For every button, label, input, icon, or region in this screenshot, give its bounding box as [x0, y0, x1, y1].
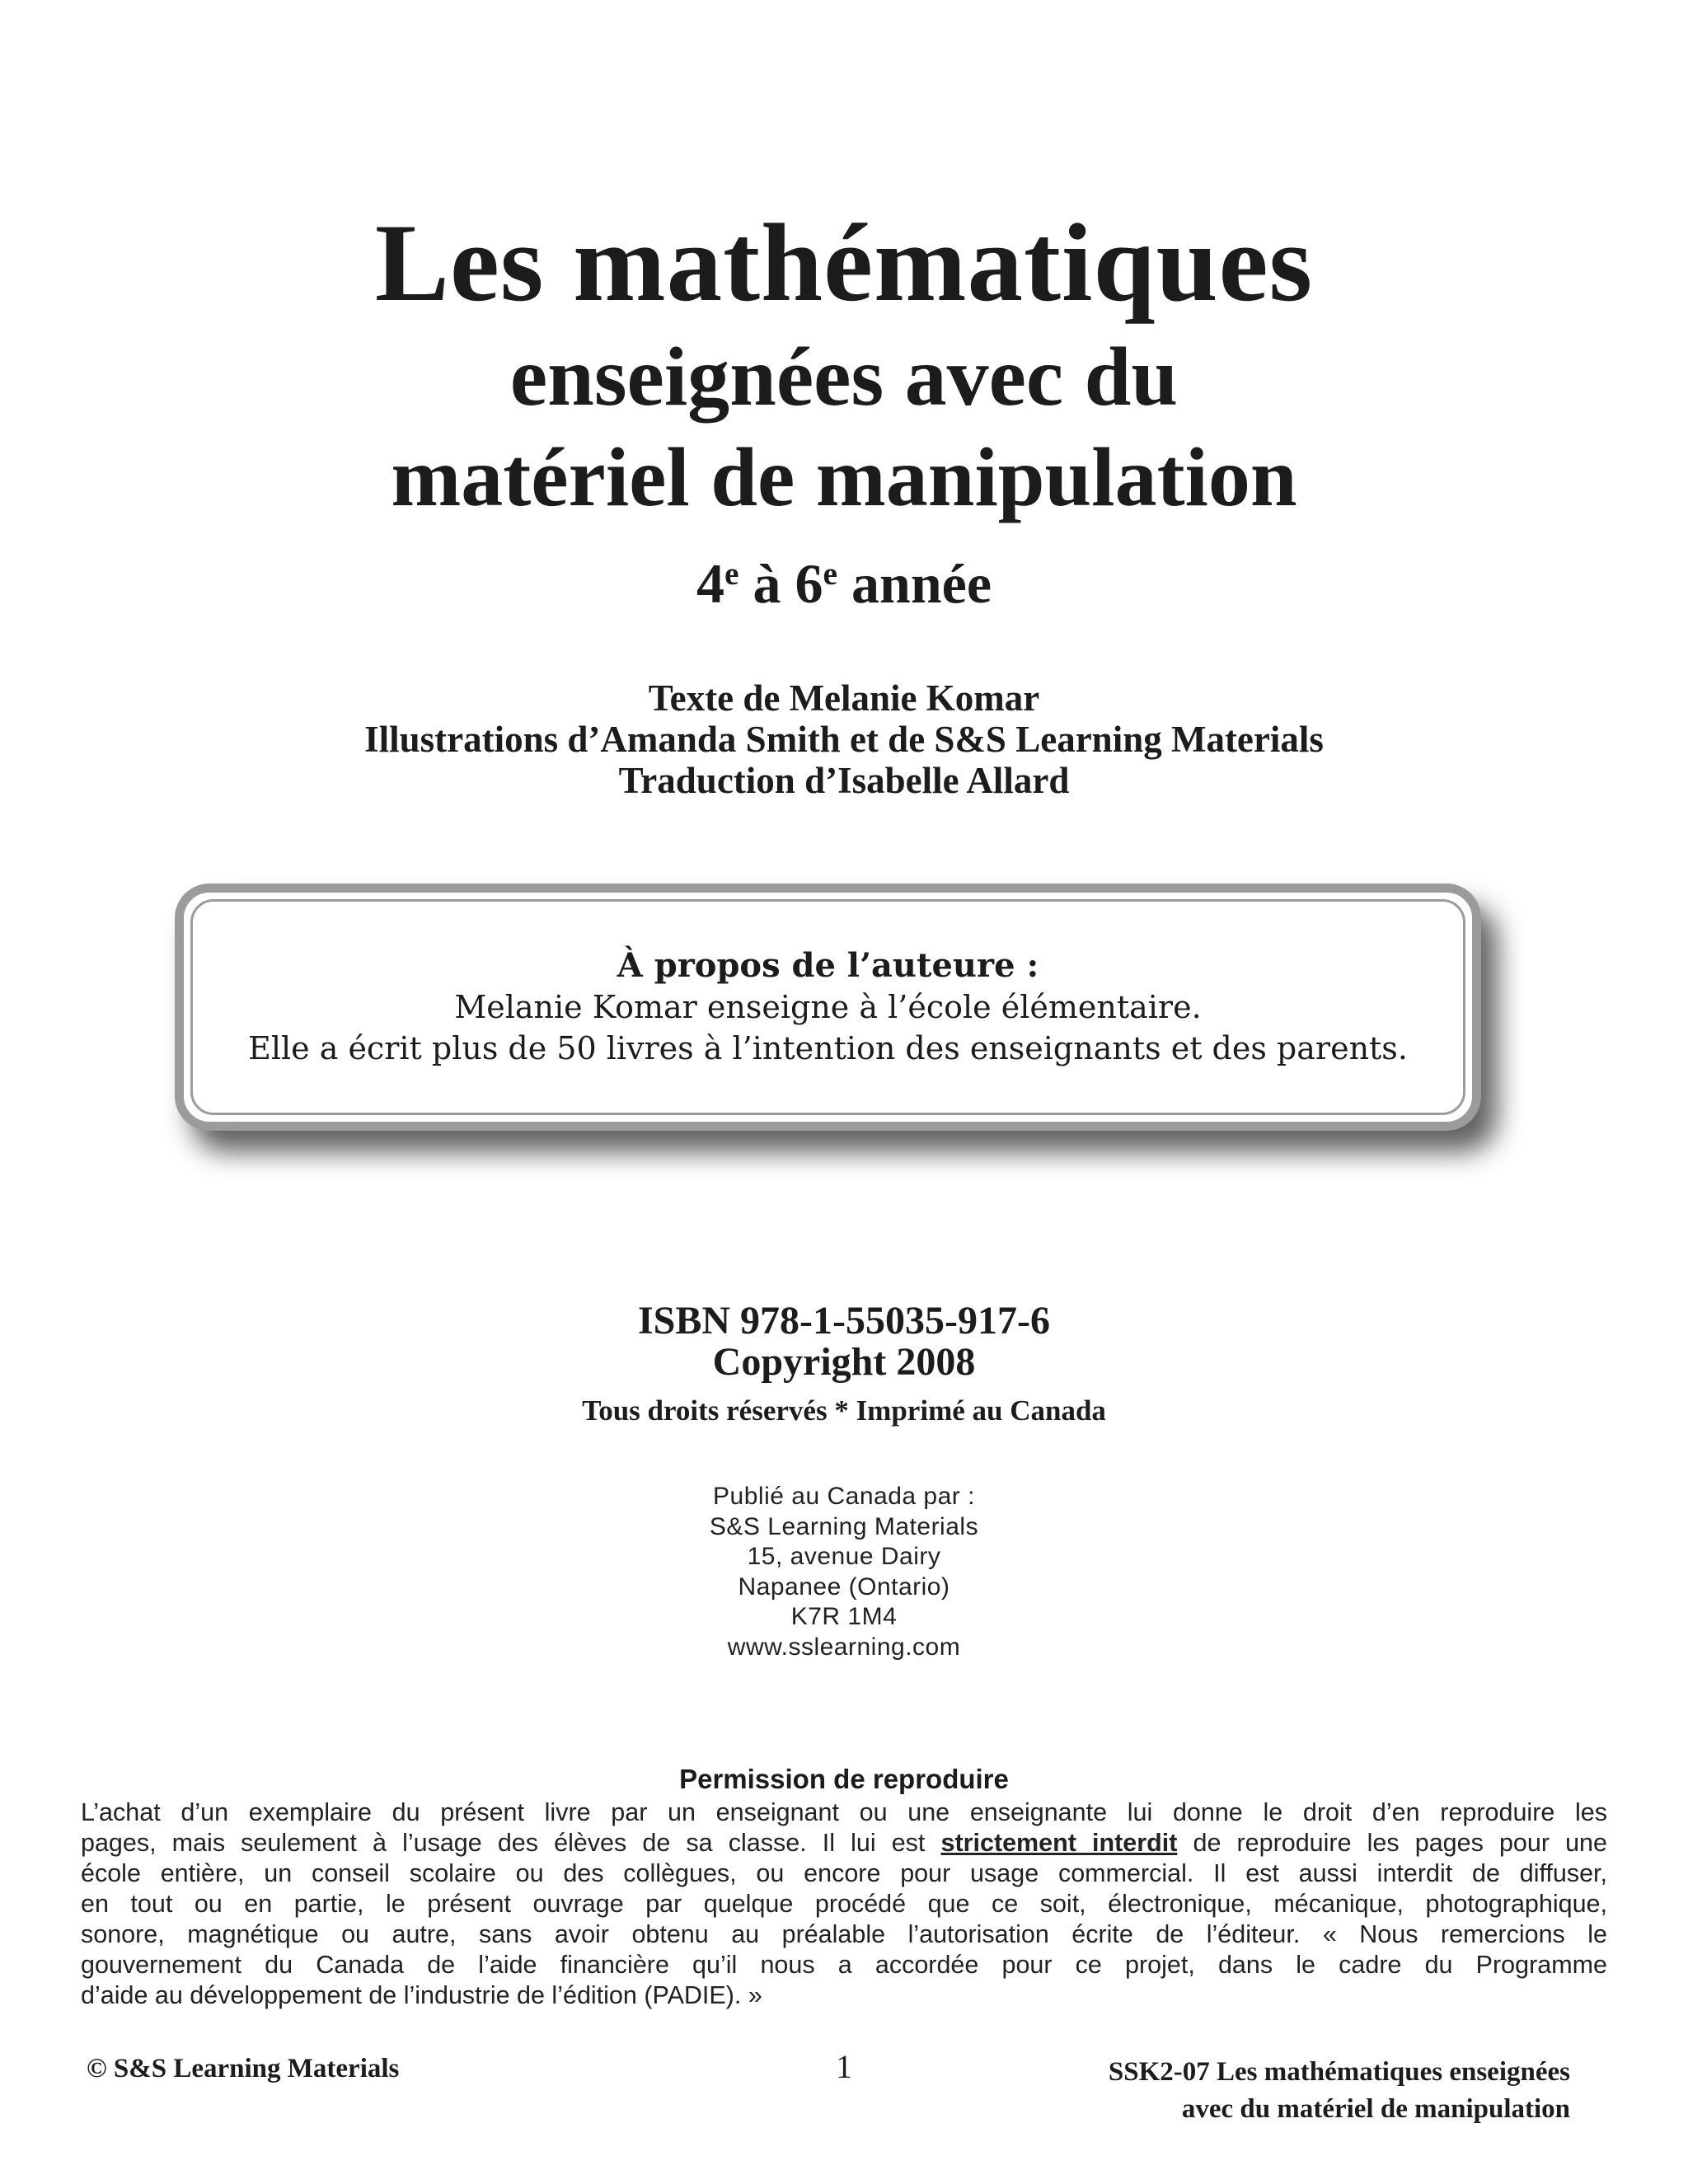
grade-superscript: e — [823, 555, 837, 593]
footer-book-code — [1109, 2054, 1570, 2128]
about-author-line: Elle a écrit plus de 50 livres à l’intention des enseignants et des parents. — [248, 1030, 1408, 1066]
permission-heading: Permission de reproduire — [679, 1764, 1009, 1794]
rights-notice: Tous droits réservés * Imprimé au Canada — [582, 1394, 1106, 1427]
about-author-line: Melanie Komar enseigne à l’école élémentaire. — [454, 989, 1202, 1025]
permission-line2-pre: pages, mais seulement à l’usage des élèves de sa classe. Il lui est — [81, 1829, 941, 1857]
publisher-line: Publié au Canada par : — [713, 1483, 975, 1510]
permission-line: école entière, un conseil scolaire ou des collègues, ou encore pour usage commercial. Il est aussi interdit de diffuser, — [81, 1859, 1607, 1887]
publisher-street: 15, avenue Dairy — [747, 1543, 941, 1570]
grade-part: à 6 — [738, 552, 823, 615]
grade-superscript: e — [724, 555, 739, 593]
about-author-box-inner — [190, 899, 1465, 1115]
permission-paragraph — [81, 1797, 1607, 2011]
permission-line-last: d’aide au développement de l’industrie de l’édition (PADIE). » — [81, 1981, 762, 2009]
strictly-forbidden-emphasis: strictement interdit — [940, 1829, 1178, 1857]
credit-translation: Traduction d’Isabelle Allard — [618, 760, 1070, 801]
credits — [0, 677, 1688, 801]
permission-line: gouvernement du Canada de l’aide financière qu’il nous a accordée pour ce projet, dans le cadre du Programme — [81, 1951, 1607, 1979]
footer-copyright: © S&S Learning Materials — [87, 2054, 400, 2083]
publisher-address — [0, 1482, 1688, 1662]
publisher-website: www.sslearning.com — [727, 1633, 961, 1661]
credit-author: Texte de Melanie Komar — [648, 677, 1040, 719]
isbn-number: ISBN 978-1-55035-917-6 — [638, 1299, 1050, 1343]
isbn-block — [0, 1301, 1688, 1427]
permission-line: sonore, magnétique ou autre, sans avoir obtenu au préalable l’autorisation écrite de l’éditeur. « Nous remercions le — [81, 1920, 1607, 1948]
book-title-line3: matériel de manipulation — [391, 431, 1297, 524]
footer-book-code-line2: avec du matériel de manipulation — [1181, 2094, 1570, 2124]
publisher-name: S&S Learning Materials — [709, 1512, 979, 1540]
footer-book-code-line1: SSK2-07 Les mathématiques enseignées — [1108, 2057, 1570, 2087]
grade-part: année — [837, 552, 992, 615]
credit-illustrations: Illustrations d’Amanda Smith et de S&S Learning Materials — [364, 719, 1324, 760]
book-title-line1: Les mathématiques — [374, 202, 1314, 325]
book-title-line2: enseignées avec du — [509, 330, 1179, 424]
copyright: Copyright 2008 — [712, 1340, 976, 1384]
page-number: 1 — [836, 2048, 852, 2085]
grade-range — [0, 551, 1688, 625]
book-title — [0, 199, 1688, 528]
publisher-city: Napanee (Ontario) — [738, 1572, 950, 1601]
publisher-postal-code: K7R 1M4 — [790, 1603, 898, 1630]
about-author-box — [175, 883, 1481, 1131]
permission-line2-post: de reproduire les pages pour une — [1177, 1829, 1607, 1857]
grade-part: 4 — [696, 552, 724, 615]
permission-line: en tout ou en partie, le présent ouvrage par quelque procédé que ce soit, électronique, mécanique, photographique, — [81, 1890, 1607, 1918]
about-author-heading: À propos de l’auteure : — [617, 946, 1039, 985]
permission-line — [81, 1828, 1607, 1858]
permission-line: L’achat d’un exemplaire du présent livre par un enseignant ou une enseignante lui donne le droit d’en reproduire les — [81, 1798, 1607, 1826]
